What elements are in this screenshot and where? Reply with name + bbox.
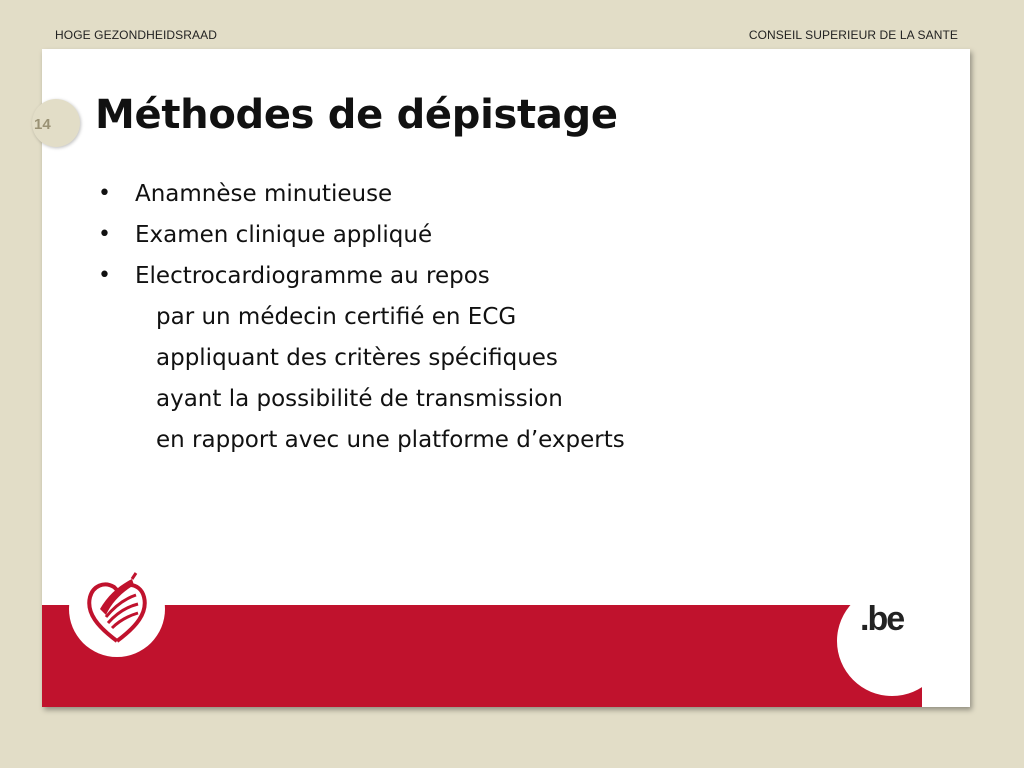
sub-item: ayant la possibilité de transmission xyxy=(156,386,563,412)
slide-title: Méthodes de dépistage xyxy=(95,92,618,138)
hgr-css-logo-icon xyxy=(84,571,150,643)
be-logo: .be xyxy=(860,600,904,638)
sub-item: en rapport avec une platforme d’experts xyxy=(156,427,625,453)
bullet-icon: • xyxy=(98,181,111,206)
sub-item: par un médecin certifié en ECG xyxy=(156,304,517,330)
bullet-item xyxy=(98,258,625,299)
footer-red-band xyxy=(42,605,970,707)
header-organization-nl: HOGE GEZONDHEIDSRAAD xyxy=(55,28,218,42)
bullet-text: Anamnèse minutieuse xyxy=(135,181,393,207)
bullet-icon: • xyxy=(98,263,111,288)
bullet-item xyxy=(98,217,625,258)
page-number: 14 xyxy=(34,116,51,133)
bullet-text: Examen clinique appliqué xyxy=(135,222,433,248)
bullet-text: Electrocardiogramme au repos xyxy=(135,263,490,289)
slide-body xyxy=(98,176,625,463)
bullet-icon: • xyxy=(98,222,111,247)
bullet-item xyxy=(98,176,625,217)
header-organization-fr: CONSEIL SUPERIEUR DE LA SANTE xyxy=(748,28,958,42)
sub-item: appliquant des critères spécifiques xyxy=(156,345,558,371)
